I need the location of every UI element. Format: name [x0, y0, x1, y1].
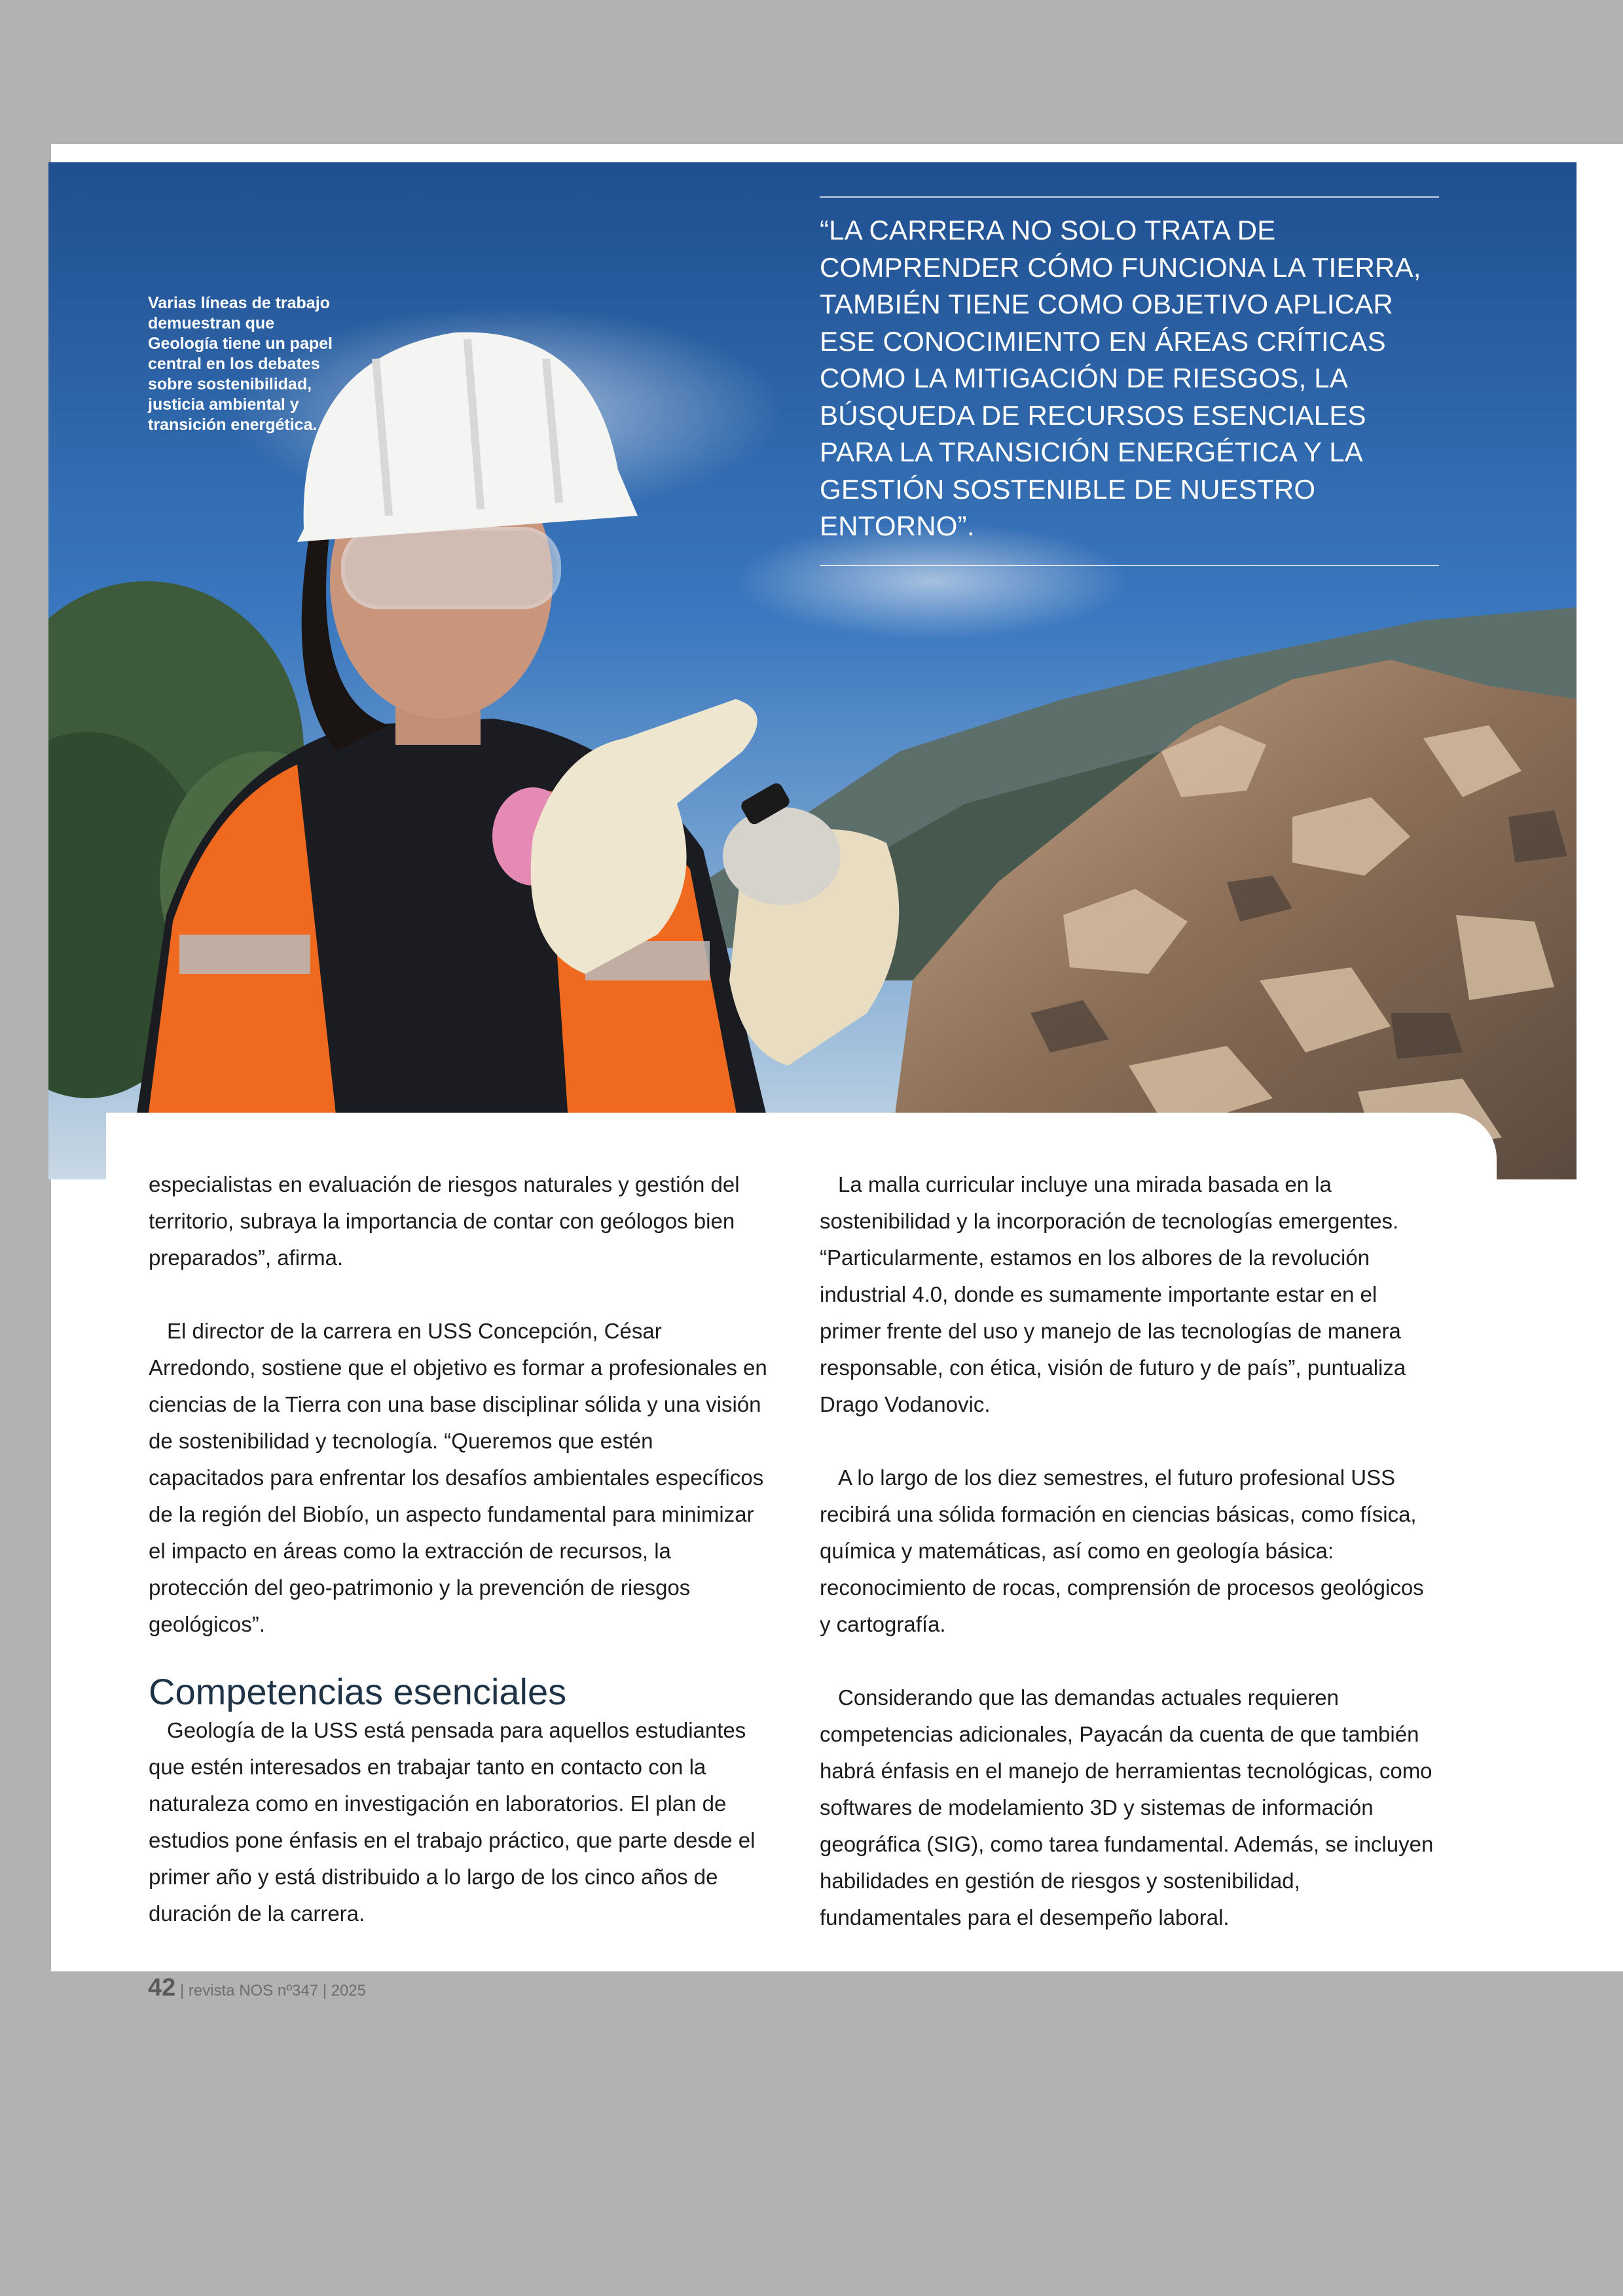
paragraph: Considerando que las demandas actuales requieren competencias adicionales, Payacán da cuenta de que también habrá énfasis en el manejo de herramientas tecnológicas, como softwares de modelamiento 3D y sistemas de información geográfica (SIG), como tarea fundamental. Además, se incluyen habilidades en gestión de riesgos y sostenibilidad, fundamentales para el desempeño laboral. [820, 1685, 1434, 1929]
page-footer [148, 1974, 366, 2002]
publication-info: | revista NOS nº347 | 2025 [175, 1982, 366, 2000]
pull-quote [820, 196, 1439, 566]
paragraph: La malla curricular incluye una mirada basada en la sostenibilidad y la incorporación de tecnologías emergentes. “Particularmente, estamos en los albores de la revolución industrial 4.0, donde es sumamente importante estar en el primer frente del uso y manejo de las tecnologías de manera responsable, con ética, visión de futuro y de país”, puntualiza Drago Vodanovic. [820, 1172, 1406, 1416]
pull-quote-text: “LA CARRERA NO SOLO TRATA DE COMPRENDER CÓMO FUNCIONA LA TIERRA, TAMBIÉN TIENE COMO OBJETIVO APLICAR ESE CONOCIMIENTO EN ÁREAS CRÍTICAS COMO LA MITIGACIÓN DE RIESGOS, LA BÚSQUEDA DE RECURSOS ESENCIALES PARA LA TRANSICIÓN ENERGÉTICA Y LA GESTIÓN SOSTENIBLE DE NUESTRO ENTORNO”. [820, 215, 1421, 541]
section-heading: Competencias esenciales [149, 1671, 567, 1712]
paragraph: especialistas en evaluación de riesgos naturales y gestión del territorio, subraya la importancia de contar con geólogos bien preparados”, afirma. [149, 1172, 740, 1270]
paragraph: Geología de la USS está pensada para aquellos estudiantes que estén interesados en trabajar tanto en contacto con la naturaleza como en investigación en laboratorios. El plan de estudios pone énfasis en el trabajo práctico, que parte desde el primer año y está distribuido a lo largo de los cinco años de duración de la carrera. [149, 1718, 756, 1926]
page-number: 42 [148, 1974, 176, 2001]
right-column [820, 1166, 1440, 1936]
paragraph: A lo largo de los diez semestres, el futuro profesional USS recibirá una sólida formación en ciencias básicas, como física, química y matemáticas, así como en geología básica: reconocimiento de rocas, comprensión de procesos geológicos y cartografía. [820, 1465, 1424, 1636]
photo-caption: Varias líneas de trabajo demuestran que Geología tiene un papel central en los debates sobre sostenibilidad, justicia ambiental y transición energética. [148, 294, 333, 434]
paragraph: El director de la carrera en USS Concepción, César Arredondo, sostiene que el objetivo es formar a profesionales en ciencias de la Tierra con una base disciplinar sólida y una visión de sostenibilidad y tecnología. “Queremos que estén capacitados para enfrentar los desafíos ambientales específicos de la región del Biobío, un aspecto fundamental para minimizar el impacto en áreas como la extracción de recursos, la protección del geo-patrimonio y la prevención de riesgos geológicos”. [149, 1319, 767, 1636]
left-column [149, 1166, 769, 1932]
